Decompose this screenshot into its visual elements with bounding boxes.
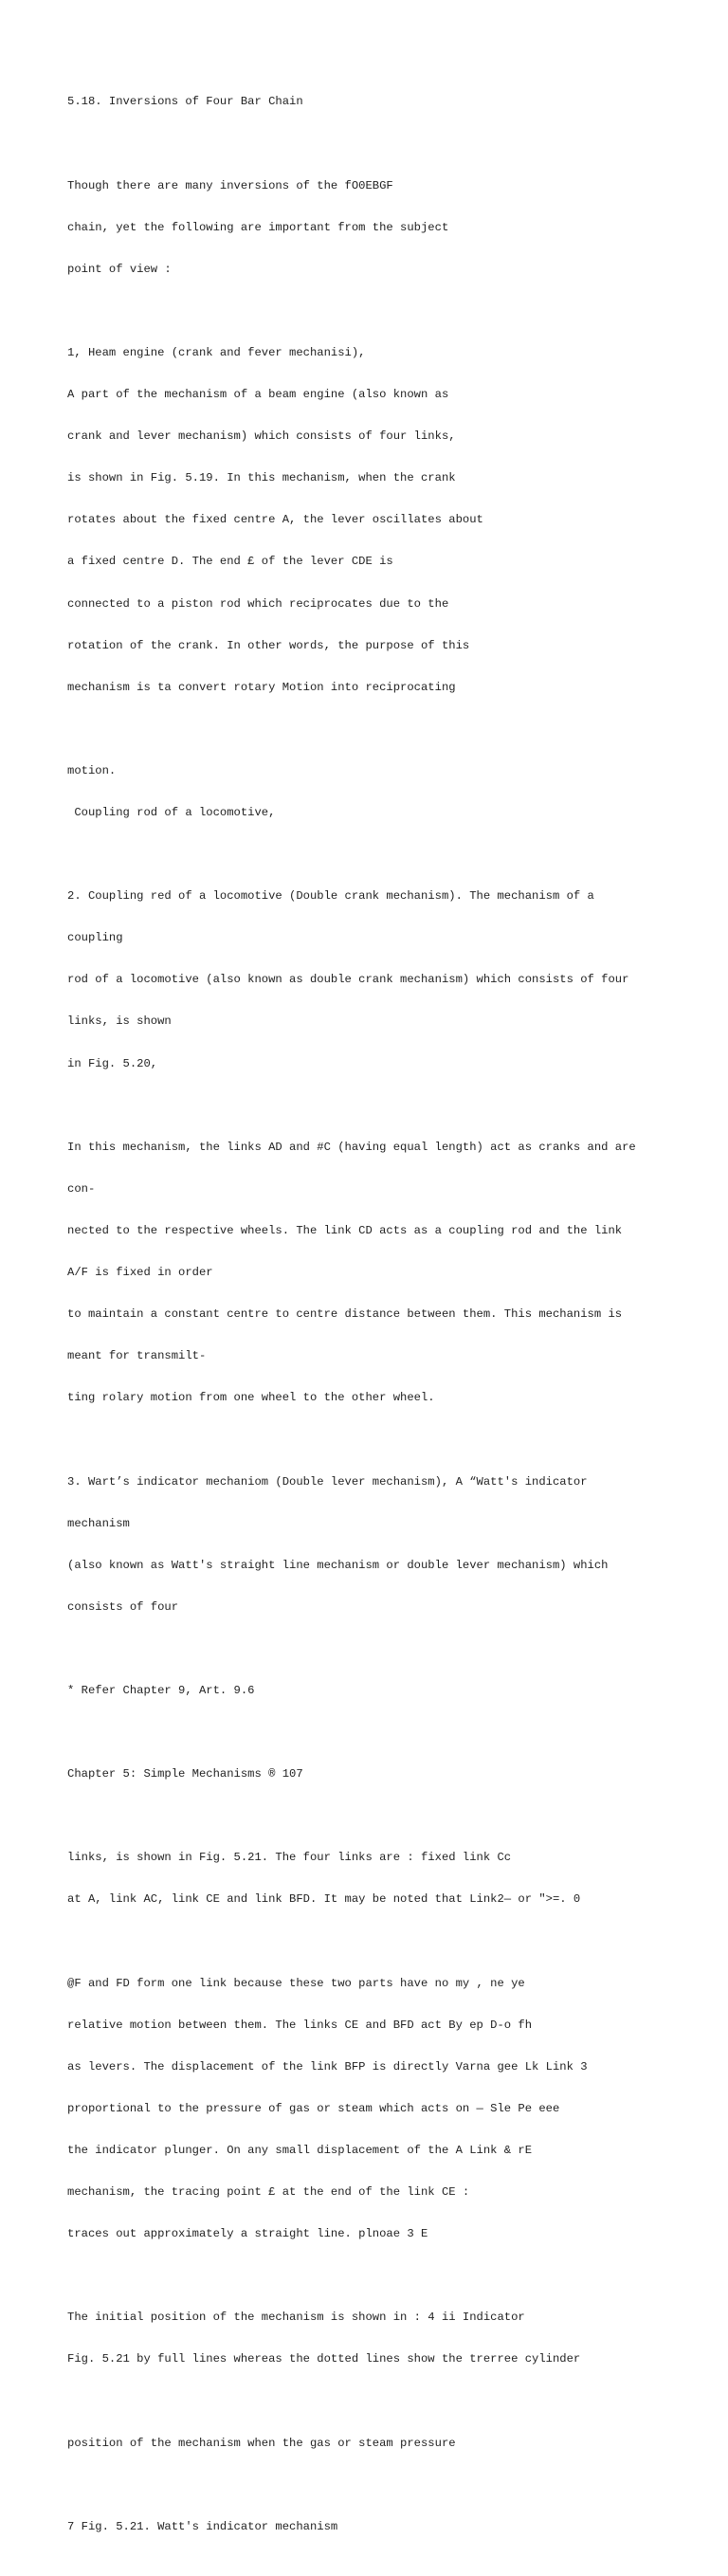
text-line: Fig. 5.21 by full lines whereas the dotted lines show the trerree cylinder: [67, 2352, 581, 2366]
text-line: A/F is fixed in order: [67, 1266, 213, 1280]
text-line: Coupling rod of a locomotive,: [67, 806, 276, 819]
links-paragraph: [67, 1112, 693, 1433]
text-line: to maintain a constant centre to centre distance between them. This mechanism is: [67, 1307, 623, 1322]
text-line: mechanism is ta convert rotary Motion into reciprocating: [67, 680, 456, 694]
text-line: proportional to the pressure of gas or steam which acts on — Sle Pe eee: [67, 2101, 560, 2115]
position-paragraph: [67, 2408, 693, 2478]
intro-paragraph: [67, 151, 693, 304]
text-line: chain, yet the following are important from the subject: [67, 220, 449, 234]
beam-engine-paragraph: [67, 319, 693, 722]
text-line: traces out approximately a straight line. plnoae 3 E: [67, 2227, 428, 2241]
text-line: 7 Fig. 5.21. Watt's indicator mechanism: [67, 2519, 338, 2533]
text-line: position of the mechanism when the gas or steam pressure: [67, 2436, 456, 2450]
text-line: A part of the mechanism of a beam engine (also known as: [67, 388, 449, 402]
text-line: links, is shown: [67, 1014, 172, 1029]
text-line: consists of four: [67, 1599, 179, 1614]
text-line: ting rolary motion from one wheel to the other wheel.: [67, 1391, 435, 1405]
initial-position-paragraph: [67, 2283, 693, 2395]
text-line: meant for transmilt-: [67, 1349, 207, 1363]
document-page: [67, 67, 693, 2576]
text-line: the indicator plunger. On any small displacement of the A Link & rE: [67, 2144, 533, 2157]
text-line: relative motion between them. The links CE and BFD act By ep D-o fh: [67, 2018, 533, 2032]
text-line: Chapter 5: Simple Mechanisms ® 107: [67, 1767, 303, 1781]
four-links-paragraph: [67, 1823, 693, 1935]
text-line: mechanism, the tracing point £ at the end of the link CE :: [67, 2185, 470, 2200]
text-line: Though there are many inversions of the fO0EBGF: [67, 178, 393, 192]
text-line: 5.18. Inversions of Four Bar Chain: [67, 95, 303, 109]
text-line: In this mechanism, the links AD and #C (having equal length) act as cranks and are: [67, 1140, 636, 1154]
text-line: point of view :: [67, 262, 172, 276]
text-line: links, is shown in Fig. 5.21. The four links are : fixed link Cc: [67, 1851, 512, 1865]
text-line: as levers. The displacement of the link BFP is directly Varna gee Lk Link 3: [67, 2059, 588, 2074]
text-line: at A, link AC, link CE and link BFD. It may be noted that Link2— or ">=. 0: [67, 1892, 581, 1907]
text-line: crank and lever mechanism) which consists of four links,: [67, 429, 456, 444]
text-line: con-: [67, 1181, 96, 1196]
section-heading: [67, 67, 693, 137]
motion-paragraph: [67, 737, 693, 849]
text-line: in Fig. 5.20,: [67, 1056, 158, 1070]
text-line: rotates about the fixed centre A, the lever oscillates about: [67, 513, 483, 527]
coupling-rod-paragraph: [67, 862, 693, 1099]
text-line: 1, Heam engine (crank and fever mechanisi),: [67, 345, 366, 359]
page-header: [67, 1740, 693, 1810]
text-line: mechanism: [67, 1516, 130, 1530]
text-line: connected to a piston rod which reciprocates due to the: [67, 596, 449, 611]
figure-caption: [67, 2492, 693, 2562]
text-line: 3. Wart’s indicator mechaniom (Double lever mechanism), A “Watt's indicator: [67, 1474, 588, 1489]
text-line: (also known as Watt's straight line mechanism or double lever mechanism) which: [67, 1558, 609, 1572]
text-line: The initial position of the mechanism is shown in : 4 ii Indicator: [67, 2311, 525, 2325]
levers-paragraph: [67, 1948, 693, 2269]
text-line: rod of a locomotive (also known as double crank mechanism) which consists of four: [67, 973, 629, 987]
footnote: [67, 1656, 693, 1726]
text-line: nected to the respective wheels. The link CD acts as a coupling rod and the link: [67, 1223, 623, 1237]
text-line: @F and FD form one link because these two parts have no my , ne ye: [67, 1976, 525, 1990]
text-line: is shown in Fig. 5.19. In this mechanism, when the crank: [67, 471, 456, 485]
text-line: rotation of the crank. In other words, the purpose of this: [67, 638, 470, 652]
text-line: * Refer Chapter 9, Art. 9.6: [67, 1683, 255, 1697]
text-line: motion.: [67, 763, 117, 777]
text-line: 2. Coupling red of a locomotive (Double crank mechanism). The mechanism of a: [67, 889, 594, 904]
text-line: coupling: [67, 931, 123, 945]
watt-indicator-paragraph: [67, 1447, 693, 1642]
text-line: a fixed centre D. The end £ of the lever CDE is: [67, 555, 393, 569]
